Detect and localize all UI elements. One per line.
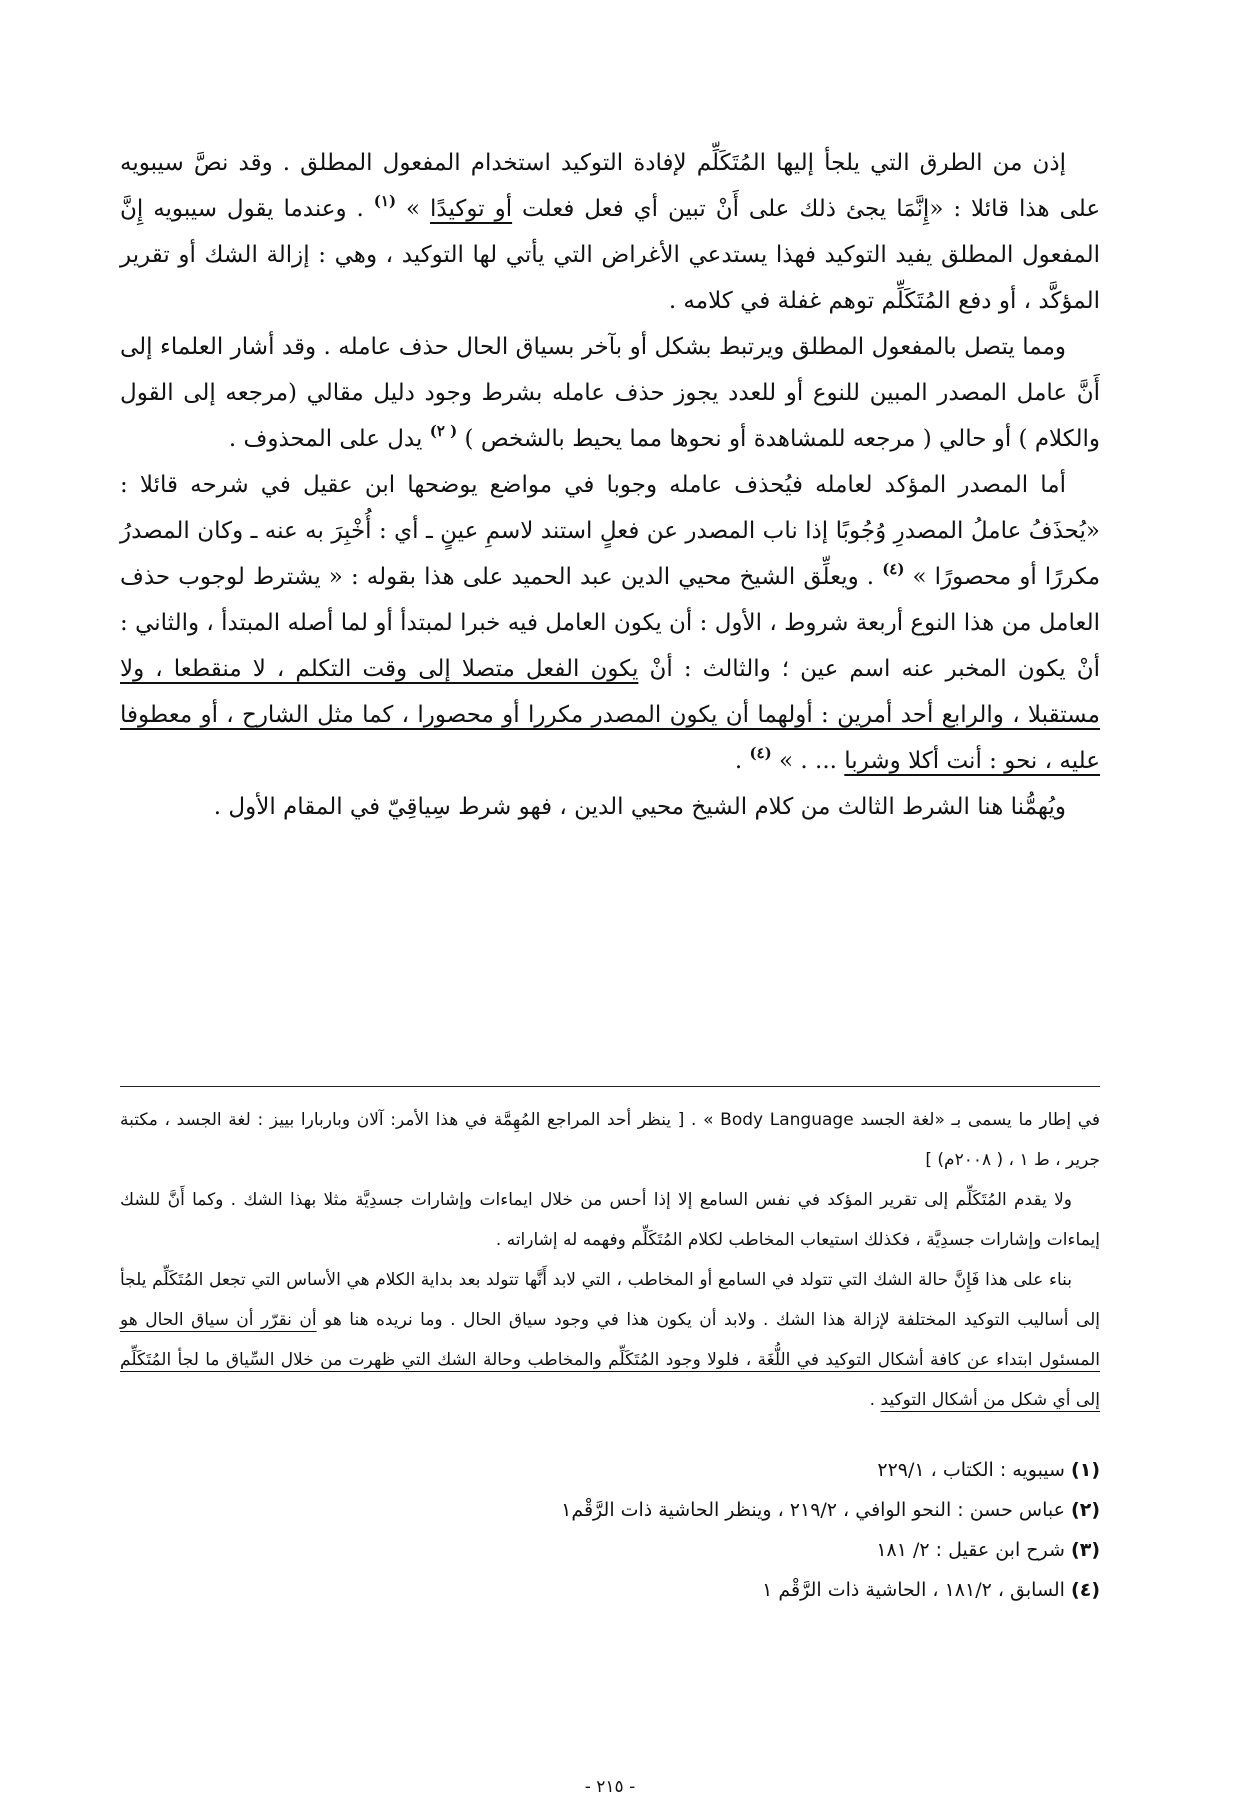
note-3 <box>120 1260 1100 1420</box>
margin-notes <box>120 1100 1100 1420</box>
note-3-underlined: أن نقرّر أن سياق الحال هو المسئول ابتداء عن كافة أشكال التوكيد في اللُّغَة ، فلولا وجود المُتَكَلِّم والمخاطب وحالة الشك التي ظهرت من خلال السِّياق ما لجأ المُتَكَلِّم إلى أي شكل من أشكال التوكيد <box>120 1310 1100 1410</box>
p1-underlined: أو توكيدًا <box>430 196 513 222</box>
p3-text-d: ... . » <box>779 748 837 774</box>
footnote-3-text: شرح ابن عقيل : ٢/ ١٨١ <box>876 1539 1065 1561</box>
paragraph-3 <box>120 462 1100 784</box>
footnote-1-text: سيبويه : الكتاب ، ٢٢٩/١ <box>877 1459 1065 1481</box>
page <box>120 140 1101 1797</box>
p2-text-a: ومما يتصل بالمفعول المطلق ويرتبط بشكل أو بآخر بسياق الحال حذف عامله . وقد أشار العلماء إلى أَنَّ عامل المصدر المبين للنوع أو للعدد يجوز حذف عامله بشرط وجود دليل مقالي (مرجعه إلى القول والكلام ) أو حالي ( مرجعه للمشاهدة أو نحوها مما يحيط بالشخص ) <box>120 334 1100 452</box>
footnote-3 <box>120 1530 1100 1570</box>
p3-text-b: . ويعلِّق الشيخ محيي الدين عبد الحميد على هذا بقوله : « يشترط لوجوب حذف العامل من هذا النوع أربعة شروط ، الأول : أن يكون العامل فيه خبرا لمبتدأ أو لما أصله المبتدأ ، والثاني : أنْ يكون المخبر عنه اسم عين ؛ والثالث : أنْ <box>120 564 1101 682</box>
p1-text-d: . وعندما يقول سيبويه إِنَّ المفعول المطلق يفيد التوكيد فهذا يستدعي الأغراض التي يأتي لها التوكيد ، وهي : إزالة الشك أو تقرير المؤكَّد ، أو دفع المُتَكَلِّم توهم غفلة في كلامه . <box>120 196 1100 314</box>
footnote-3-number: (٣) <box>1071 1539 1100 1561</box>
page-number: - ٢١٥ - <box>584 1777 636 1797</box>
footnote-2-number: (٢) <box>1071 1499 1100 1521</box>
footnote-ref-3[interactable]: (٤) <box>882 560 905 578</box>
footnote-1 <box>120 1450 1100 1490</box>
paragraph-2 <box>120 324 1100 462</box>
footnote-4-number: (٤) <box>1071 1579 1100 1601</box>
note-1-text-b: » . [ ينظر أحد المراجع المُهِمَّة في هذا الأمر: آلان وباربارا بييز : لغة الجسد ، مكتبة جرير ، ط ١ ، ( ٢٠٠٨م) ] <box>120 1110 1100 1170</box>
paragraph-1 <box>120 140 1100 324</box>
p1-quote-close: » <box>406 196 421 222</box>
footnote-4-text: السابق ، ١٨١/٢ ، الحاشية ذات الرَّقْم ١ <box>762 1579 1065 1601</box>
footnote-2-text: عباس حسن : النحو الوافي ، ٢١٩/٢ ، وينظر الحاشية ذات الرَّقْم١ <box>561 1499 1065 1521</box>
footnote-ref-2[interactable]: ( ٢) <box>429 422 458 440</box>
note-1-text-a: في إطار ما يسمى بـ «لغة الجسد <box>860 1110 1101 1130</box>
note-1 <box>120 1100 1100 1180</box>
p3-text-e: . <box>734 748 743 774</box>
note-1-english: Body Language <box>720 1110 854 1130</box>
note-3-text-a: بناء على هذا فَإِنَّ حالة الشك التي تتولد في السامع أو المخاطب ، التي لابد أَنَّها تتولد بعد بداية الكلام هي الأساس التي تجعل المُتَكَلِّم يلجأ إلى أساليب التوكيد المختلفة لإزالة هذا الشك . ولابد أن يكون هذا في وجود سياق الحال . وما نريده هنا هو <box>120 1270 1100 1330</box>
p1-text-a: إذن من الطرق التي يلجأ إليها المُتَكَلِّم لإفادة التوكيد استخدام المفعول المطلق . وقد نصَّ سيبويه على هذا قائلا : «إِنَّمَا يجئ ذلك على أَنْ تبين أي فعل فعلت <box>120 150 1101 222</box>
footnote-2 <box>120 1490 1100 1530</box>
footnote-ref-1[interactable]: (١) <box>373 192 397 210</box>
footnote-ref-4[interactable]: (٤) <box>749 744 772 762</box>
paragraph-4: ويُهمُّنا هنا الشرط الثالث من كلام الشيخ محيي الدين ، فهو شرط سِياقِيّ في المقام الأول . <box>213 794 1066 820</box>
footnotes-list <box>120 1450 1100 1610</box>
footnote-4 <box>120 1570 1100 1610</box>
footnote-divider <box>120 1086 1100 1087</box>
note-2: ولا يقدم المُتَكَلِّم إلى تقرير المؤكد في نفس السامع إلا إذا أحس من خلال ايماءات وإشارات جسدِيَّة مثلا بهذا الشك . وكما أَنَّ للشك إيماءات وإشارات جسدِيَّة ، فكذلك استيعاب المخاطب لكلام المُتَكَلِّم وفهمه له إشاراته . <box>120 1190 1100 1250</box>
footnote-1-number: (١) <box>1071 1459 1100 1481</box>
p2-text-b: يدل على المحذوف . <box>228 426 423 452</box>
p3-text-a: أما المصدر المؤكد لعامله فيُحذف عامله وجوبا في مواضع يوضحها ابن عقيل في شرحه قائلا : «يُحذَفُ عاملُ المصدرِ وُجُوبًا إذا ناب المصدر عن فعلٍ استند لاسمِ عينٍ ـ أي : أُخْبِرَ به عنه ـ وكان المصدرُ مكررًا أو محصورًا » <box>120 472 1101 590</box>
main-text <box>120 140 1100 830</box>
note-3-text-c: . <box>869 1390 876 1410</box>
p3-underlined: يكون الفعل متصلا إلى وقت التكلم ، لا منقطعا ، ولا مستقبلا ، والرابع أحد أمرين : أولهما أن يكون المصدر مكررا أو محصورا ، كما مثل الشارح ، أو معطوفا عليه ، نحو : أنت أكلا وشربا <box>120 656 1100 774</box>
